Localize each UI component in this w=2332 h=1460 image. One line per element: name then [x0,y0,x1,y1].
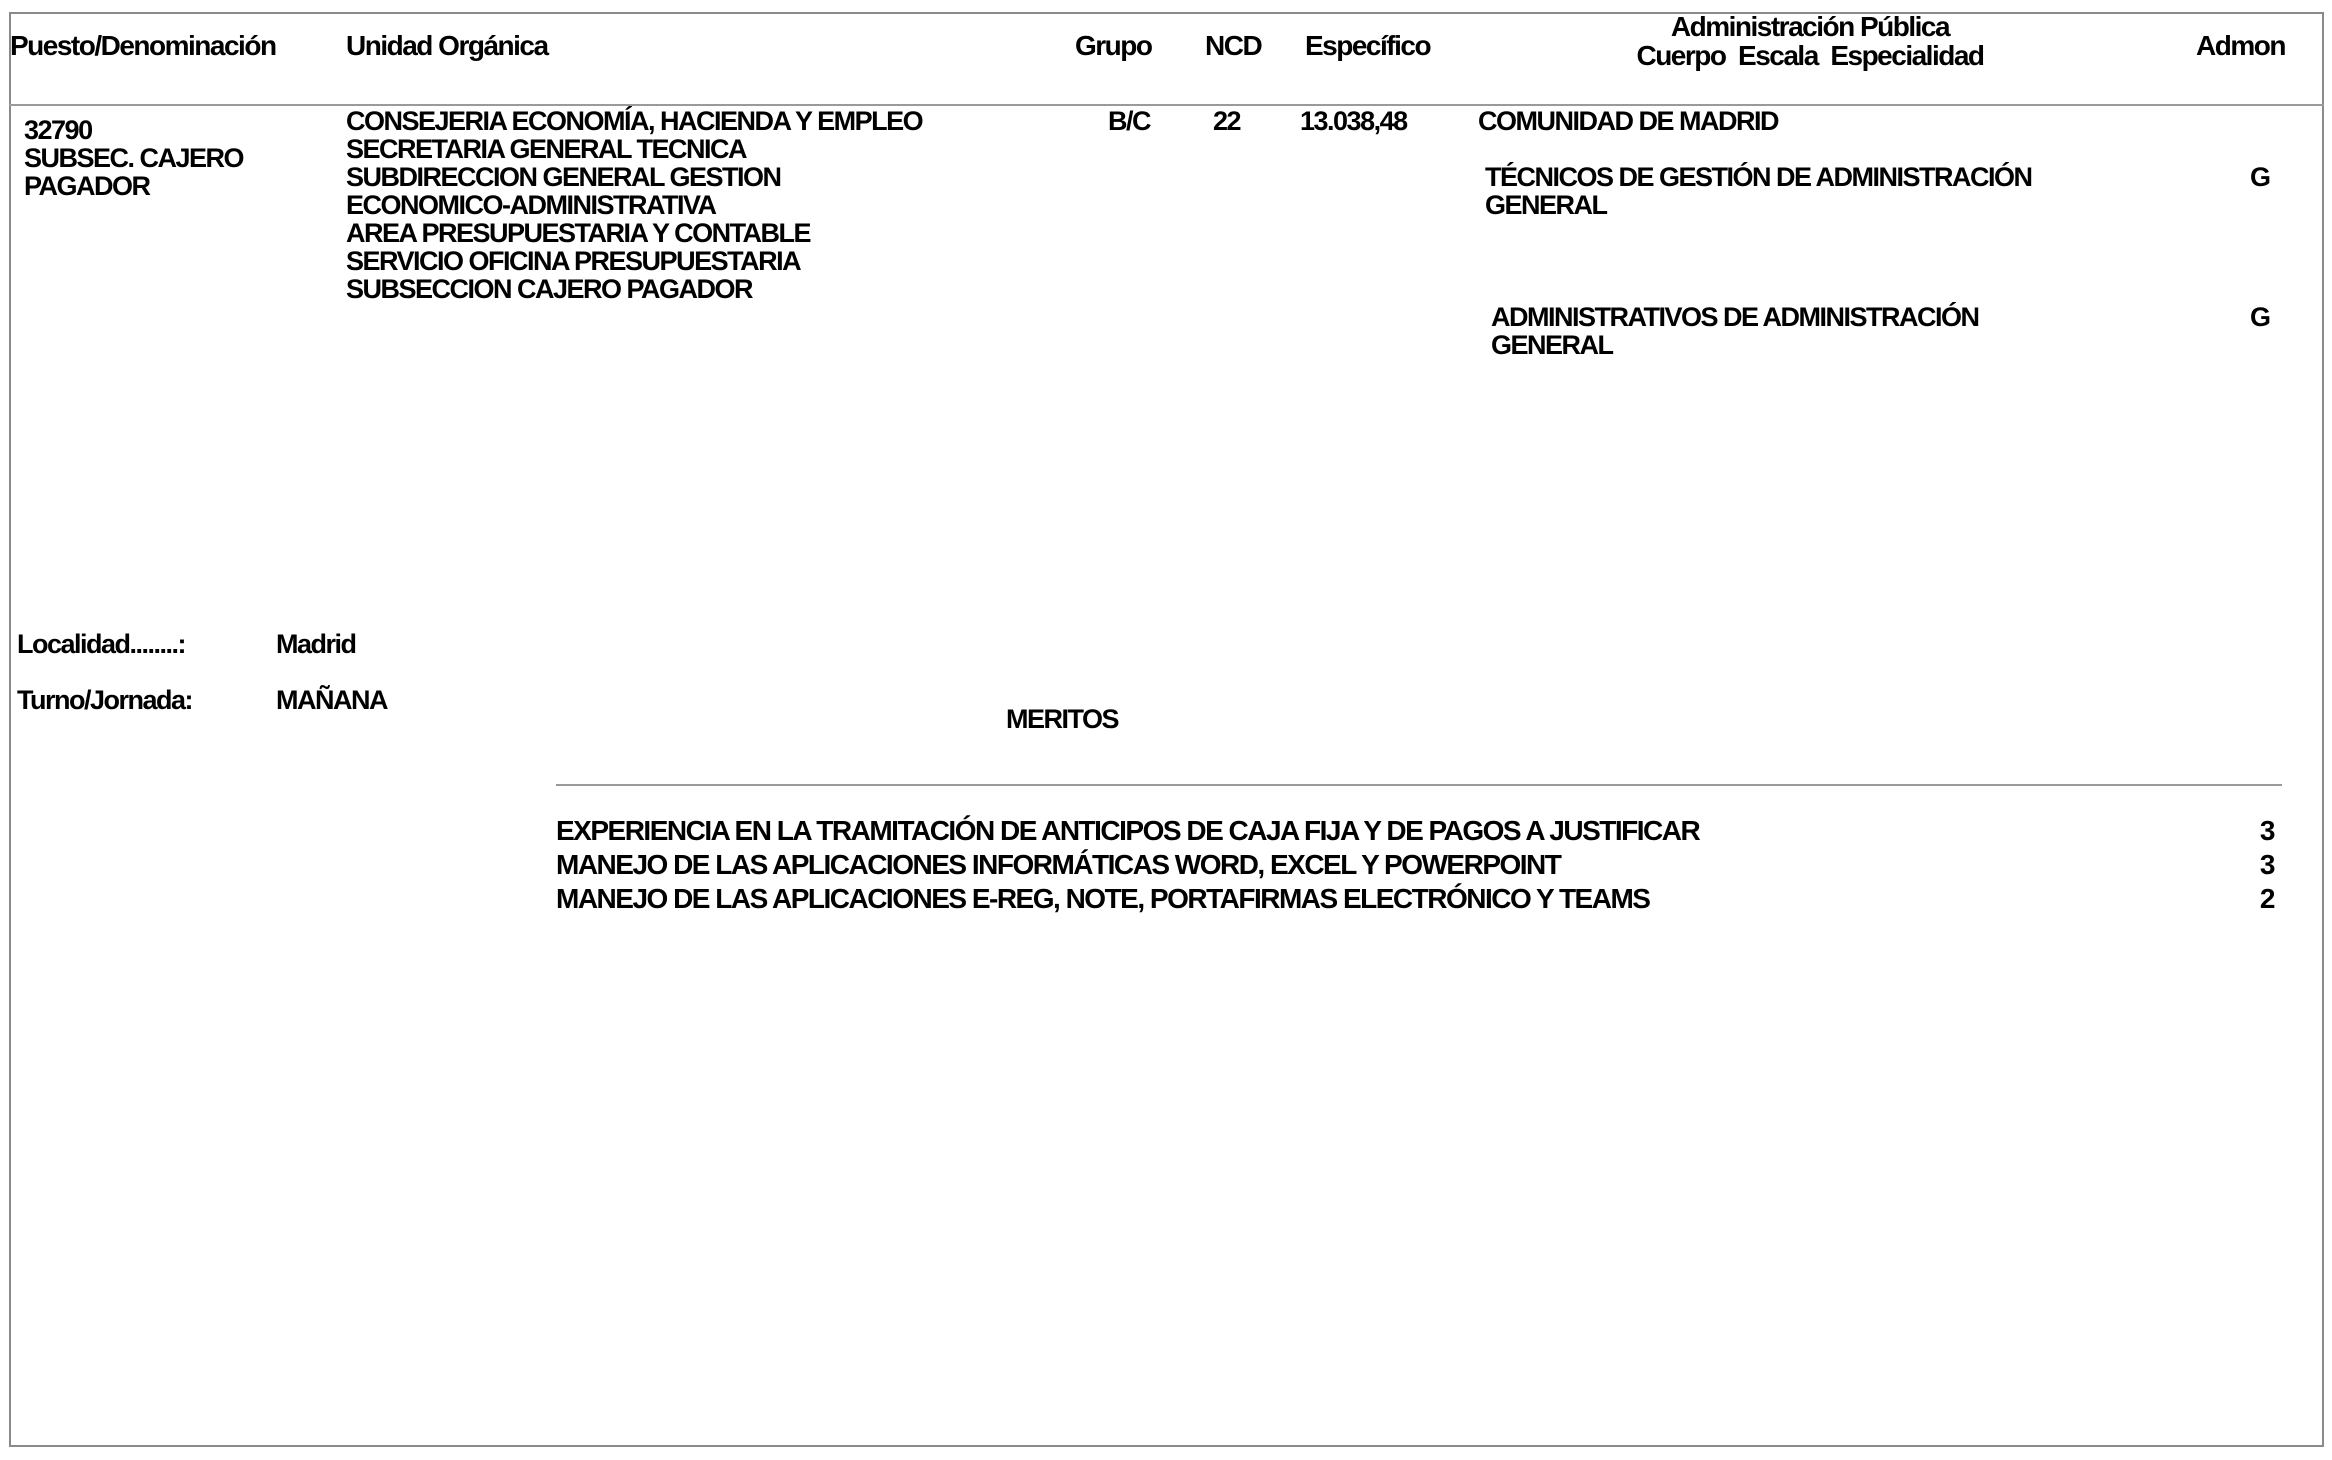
cuerpo-admon: G [2250,162,2270,192]
cuerpo-line1: TÉCNICOS DE GESTIÓN DE ADMINISTRACIÓN [1485,162,2032,192]
puesto-code: 32790 [24,115,92,145]
turno-value: MAÑANA [276,685,387,715]
puesto-name-line2: PAGADOR [24,171,150,201]
unidad-line: SERVICIO OFICINA PRESUPUESTARIA [346,246,801,276]
header-admin-line1: Administración Pública [1670,11,1950,42]
meritos-title: MERITOS [1006,704,1119,734]
unidad-line: SUBDIRECCION GENERAL GESTION [346,162,781,192]
merito-text: MANEJO DE LAS APLICACIONES INFORMÁTICAS WORD, EXCEL Y POWERPOINT [556,849,1561,880]
administracion-name: COMUNIDAD DE MADRID [1478,106,1778,136]
ncd-value: 22 [1213,106,1241,136]
cuerpo-line1: ADMINISTRATIVOS DE ADMINISTRACIÓN [1491,302,1979,332]
turno-label: Turno/Jornada: [17,685,193,715]
puesto-name-line1: SUBSEC. CAJERO [24,143,244,173]
header-grupo: Grupo [1075,30,1152,61]
unidad-line: AREA PRESUPUESTARIA Y CONTABLE [346,218,811,248]
cuerpo-line2: GENERAL [1491,330,1613,360]
meritos-divider [556,784,2282,786]
localidad-value: Madrid [276,629,356,659]
cuerpo-admon: G [2250,302,2270,332]
merito-points: 3 [2259,849,2274,880]
unidad-line: CONSEJERIA ECONOMÍA, HACIENDA Y EMPLEO [346,106,923,136]
header-especifico: Específico [1305,30,1431,61]
grupo-value: B/C [1108,106,1150,136]
merito-points: 2 [2259,883,2274,914]
header-admon: Admon [2196,30,2285,61]
merito-points: 3 [2259,815,2274,846]
header-unidad: Unidad Orgánica [346,30,548,61]
unidad-line: ECONOMICO-ADMINISTRATIVA [346,190,716,220]
unidad-line: SUBSECCION CAJERO PAGADOR [346,274,753,304]
merito-text: MANEJO DE LAS APLICACIONES E-REG, NOTE, PORTAFIRMAS ELECTRÓNICO Y TEAMS [556,883,1650,914]
cuerpo-line2: GENERAL [1485,190,1607,220]
header-puesto: Puesto/Denominación [10,30,276,61]
especifico-value: 13.038,48 [1300,106,1407,136]
unidad-line: SECRETARIA GENERAL TECNICA [346,134,747,164]
header-admin-line2: Cuerpo Escala Especialidad [1636,40,1984,71]
merito-text: EXPERIENCIA EN LA TRAMITACIÓN DE ANTICIPOS DE CAJA FIJA Y DE PAGOS A JUSTIFICAR [556,815,1700,846]
localidad-label: Localidad........: [17,629,186,659]
header-ncd: NCD [1205,30,1262,61]
